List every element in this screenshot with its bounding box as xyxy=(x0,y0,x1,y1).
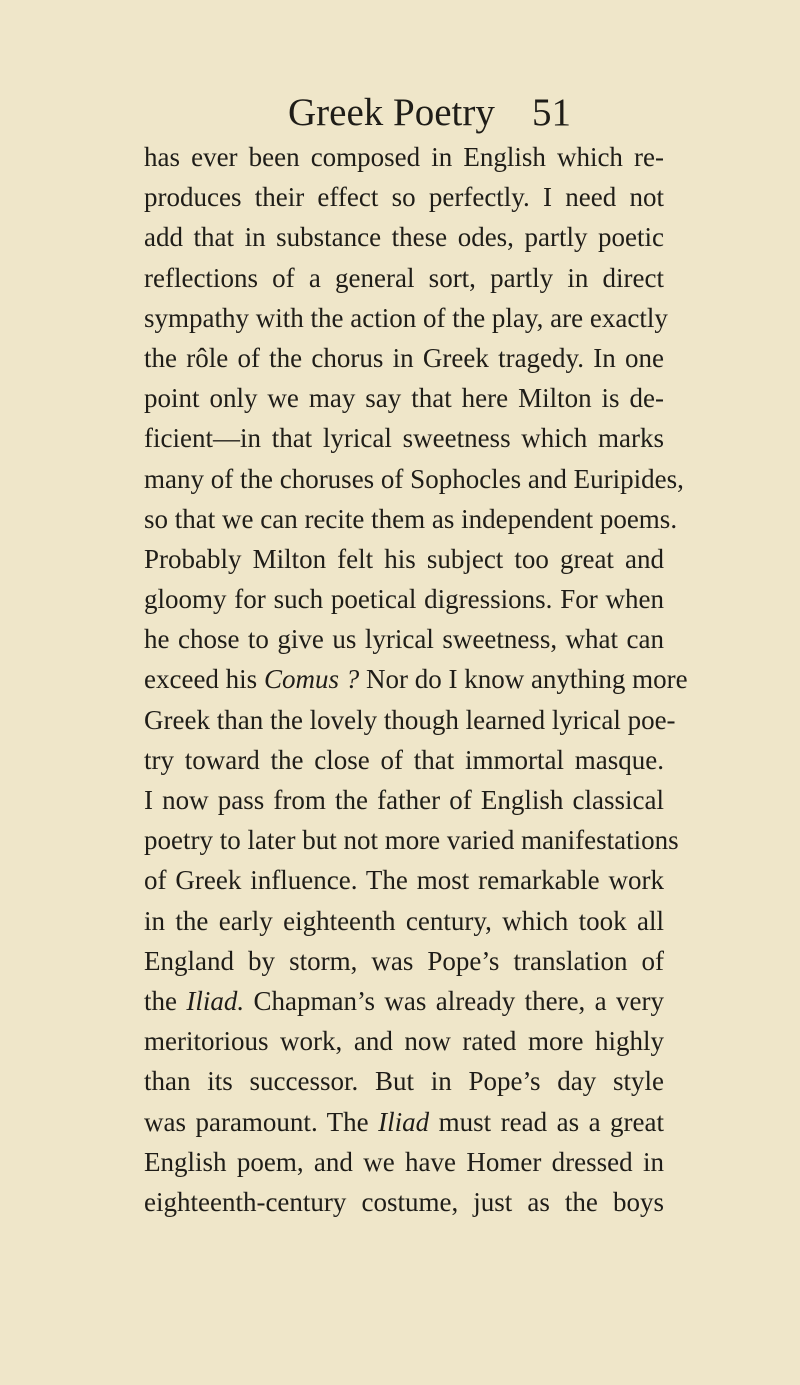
text-line xyxy=(144,1102,664,1142)
text-line: add that in substance these odes, partly poetic xyxy=(144,222,664,253)
running-title: Greek Poetry xyxy=(288,91,495,134)
text-line xyxy=(144,981,664,1021)
text-line: ficient—in that lyrical sweetness which marks xyxy=(144,423,664,454)
text-segment: was paramount. The xyxy=(144,1106,369,1137)
text-segment: must read as a great xyxy=(438,1106,665,1137)
text-line: eighteenth-century costume, just as the boys xyxy=(144,1186,664,1217)
text-line: meritorious work, and now rated more highly xyxy=(144,1026,664,1057)
body-text xyxy=(144,137,688,1222)
text-line: he chose to give us lyrical sweetness, what can xyxy=(144,624,664,655)
text-segment: exceed his xyxy=(144,664,258,695)
text-line: sympathy with the action of the play, are exactly xyxy=(144,302,668,333)
text-segment: Nor do I know anything more xyxy=(365,664,688,695)
text-line: English poem, and we have Homer dressed in xyxy=(144,1146,664,1177)
text-line: try toward the close of that immortal masque. xyxy=(144,744,664,775)
text-line: gloomy for such poetical digressions. For when xyxy=(144,584,664,615)
text-line: of Greek influence. The most remarkable work xyxy=(144,865,664,896)
text-line: produces their effect so perfectly. I need not xyxy=(144,182,664,213)
book-title-iliad: Iliad xyxy=(378,1106,430,1137)
text-line: reflections of a general sort, partly in direct xyxy=(144,262,664,293)
text-line: point only we may say that here Milton is de- xyxy=(144,383,664,414)
text-line: poetry to later but not more varied manifestations xyxy=(144,825,679,856)
text-segment: the xyxy=(144,985,177,1016)
text-line: so that we can recite them as independent poems. xyxy=(144,503,678,534)
running-head xyxy=(0,93,800,133)
text-line: in the early eighteenth century, which took all xyxy=(144,905,664,936)
text-line: than its successor. But in Pope’s day style xyxy=(144,1066,664,1097)
text-line: Probably Milton felt his subject too great and xyxy=(144,543,664,574)
page-number: 51 xyxy=(532,91,571,134)
book-title-iliad: Iliad. xyxy=(186,985,245,1016)
text-line: many of the choruses of Sophocles and Euripides, xyxy=(144,463,684,494)
text-line: England by storm, was Pope’s translation of xyxy=(144,945,664,976)
text-line: has ever been composed in English which re- xyxy=(144,142,664,172)
book-title-comus: Comus ? xyxy=(263,664,360,695)
text-line: the rôle of the chorus in Greek tragedy. In one xyxy=(144,342,664,373)
text-line: I now pass from the father of English classical xyxy=(144,785,664,815)
text-segment: Chapman’s was already there, a very xyxy=(253,985,665,1016)
text-line: Greek than the lovely though learned lyrical poe- xyxy=(144,704,676,735)
text-line xyxy=(144,659,688,699)
